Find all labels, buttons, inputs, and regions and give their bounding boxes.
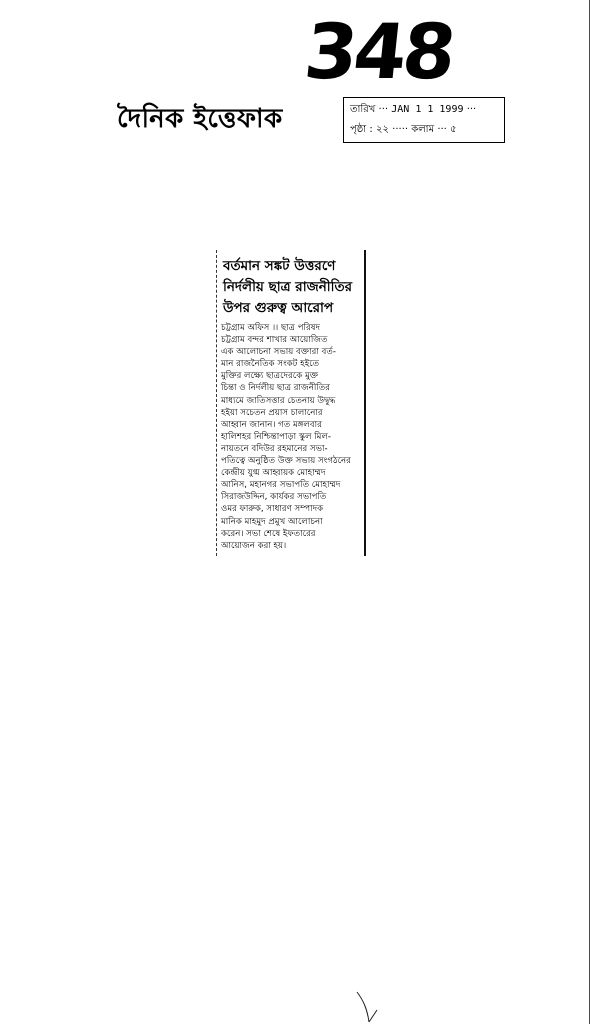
stamp-date-label: তারিখ <box>350 104 376 115</box>
newspaper-clipping <box>216 250 366 556</box>
body-line: হইয়া সচেতন প্রয়াস চালানোর <box>221 407 323 418</box>
body-line: চট্টগ্রাম অফিস ।। ছাত্র পরিষদ <box>221 323 320 333</box>
stamp-date-value: JAN 1 1 1999 <box>391 104 464 115</box>
stamp-date-row: তারিখ ··· JAN 1 1 1999 ··· <box>350 104 477 115</box>
headline-line: উপর গুরুত্ব আরোপ <box>223 300 334 316</box>
body-line: আনিস, মহানগর সভাপতি মোহাম্মদ <box>221 480 341 491</box>
clipping-headline <box>223 256 365 319</box>
newspaper-masthead: দৈনিক ইত্তেফাক <box>117 104 283 134</box>
body-line: সিরাজউদ্দিন, কার্যকর সভাপতি <box>221 492 327 503</box>
stamp-column-value: ৫ <box>450 124 457 135</box>
stamp-page-label: পৃষ্ঠা <box>350 124 367 135</box>
body-line: নায়তনে বদিউর রহমানের সভা- <box>221 443 328 454</box>
stamp-column-label: কলাম <box>411 124 435 135</box>
body-line: মান রাজনৈতিক সংকট হইতে <box>221 359 320 370</box>
body-line: মাধ্যমে জাতিসত্তার চেতনায় উদ্বুদ্ধ <box>221 395 336 406</box>
headline-line: বর্তমান সঙ্কট উত্তরণে <box>223 258 336 274</box>
body-line: করেন। সভা শেষে ইফতারের <box>221 528 316 539</box>
body-line: মুক্তির লক্ষ্যে ছাত্রদেরকে মুক্ত <box>221 371 319 382</box>
body-line: চিন্তা ও নির্দলীয় ছাত্র রাজনীতির <box>221 383 330 394</box>
stamp-page-row: পৃষ্ঠা : ২২ ····· কলাম ··· ৫ <box>350 124 457 135</box>
body-line: মানিক মাহমুদ প্রমুখ আলোচনা <box>221 516 323 527</box>
body-line: পতিত্বে অনুষ্ঠিত উক্ত সভায় সংগঠনের <box>221 456 351 467</box>
body-line: আয়োজন করা হয়। <box>221 540 287 551</box>
body-line: ওমর ফারুক, সাধারণ সম্পাদক <box>221 504 324 515</box>
clipping-body <box>221 322 365 552</box>
stamp-page-value: ২২ <box>375 124 389 135</box>
scan-mark <box>355 990 385 1024</box>
scan-edge-line <box>589 0 590 1024</box>
body-line: আহ্বান জানান। গত মঙ্গলবার <box>221 419 322 430</box>
body-line: হালিশহর নিশ্চিন্তাপাড়া স্কুল মিল- <box>221 431 331 442</box>
handwritten-archive-number: 348 <box>300 7 457 96</box>
body-line: এক আলোচনা সভায় বক্তারা বর্ত- <box>221 347 336 358</box>
body-line: চট্টগ্রাম বন্দর শাখার আয়োজিত <box>221 335 328 346</box>
archive-stamp <box>343 97 505 143</box>
body-line: কেন্দ্রীয় যুগ্ম আহ্বায়ক মোহাম্মদ <box>221 468 326 479</box>
headline-line: নির্দলীয় ছাত্র রাজনীতির <box>223 279 353 295</box>
